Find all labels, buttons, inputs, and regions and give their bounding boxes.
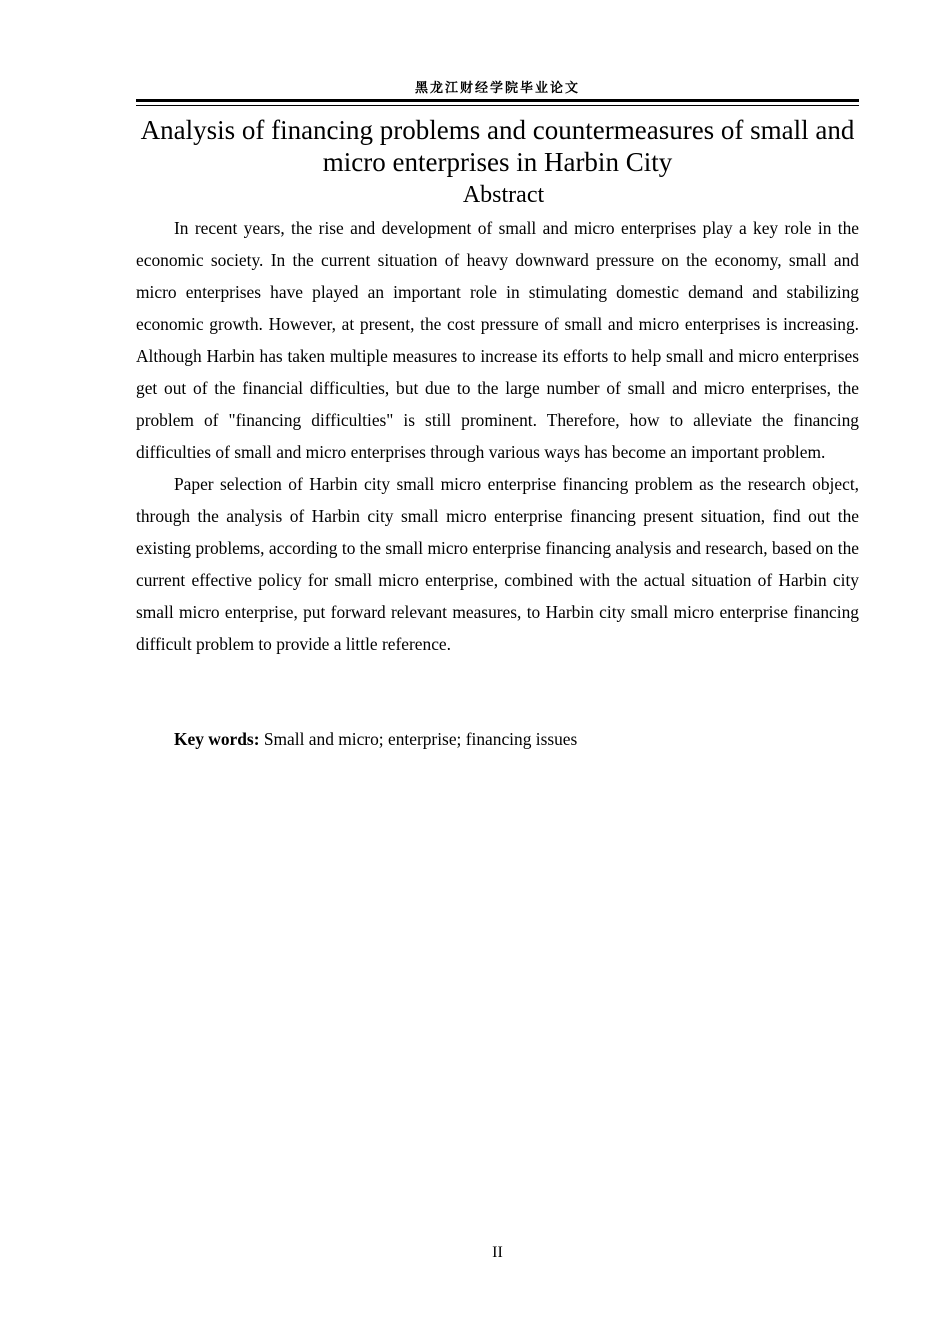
keywords-line (136, 723, 859, 755)
keywords-text: Small and micro; enterprise; financing issues (259, 729, 578, 749)
abstract-paragraph-2: Paper selection of Harbin city small micro enterprise financing problem as the research object, through the analysis of Harbin city small micro enterprise financing present situation, find out the existing problems, according to the small micro enterprise financing analysis and research, based on the current effective policy for small micro enterprise, combined with the actual situation of Harbin city small micro enterprise, put forward relevant measures, to Harbin city small micro enterprise financing difficult problem to provide a little reference. (136, 474, 859, 654)
page-number: II (492, 1244, 503, 1261)
abstract-body (136, 212, 859, 660)
abstract-heading: Abstract (462, 182, 545, 208)
header-double-rule (136, 99, 859, 106)
keywords-label: Key words: (174, 729, 260, 749)
paper-title: Analysis of financing problems and countermeasures of small and micro enterprises in Harbin City (140, 115, 855, 177)
running-header: 黑龙江财经学院毕业论文 (414, 81, 580, 96)
abstract-paragraph-1: In recent years, the rise and development of small and micro enterprises play a key role in the economic society. In the current situation of heavy downward pressure on the economy, small and micro enterprises have played an important role in stimulating domestic demand and stabilizing economic growth. However, at present, the cost pressure of small and micro enterprises is increasing. Although Harbin has taken multiple measures to increase its efforts to help small and micro enterprises get out of the financial difficulties, but due to the large number of small and micro enterprises, the problem of "financing difficulties" is still prominent. Therefore, how to alleviate the financing difficulties of small and micro enterprises through various ways has become an important problem. (136, 218, 859, 462)
